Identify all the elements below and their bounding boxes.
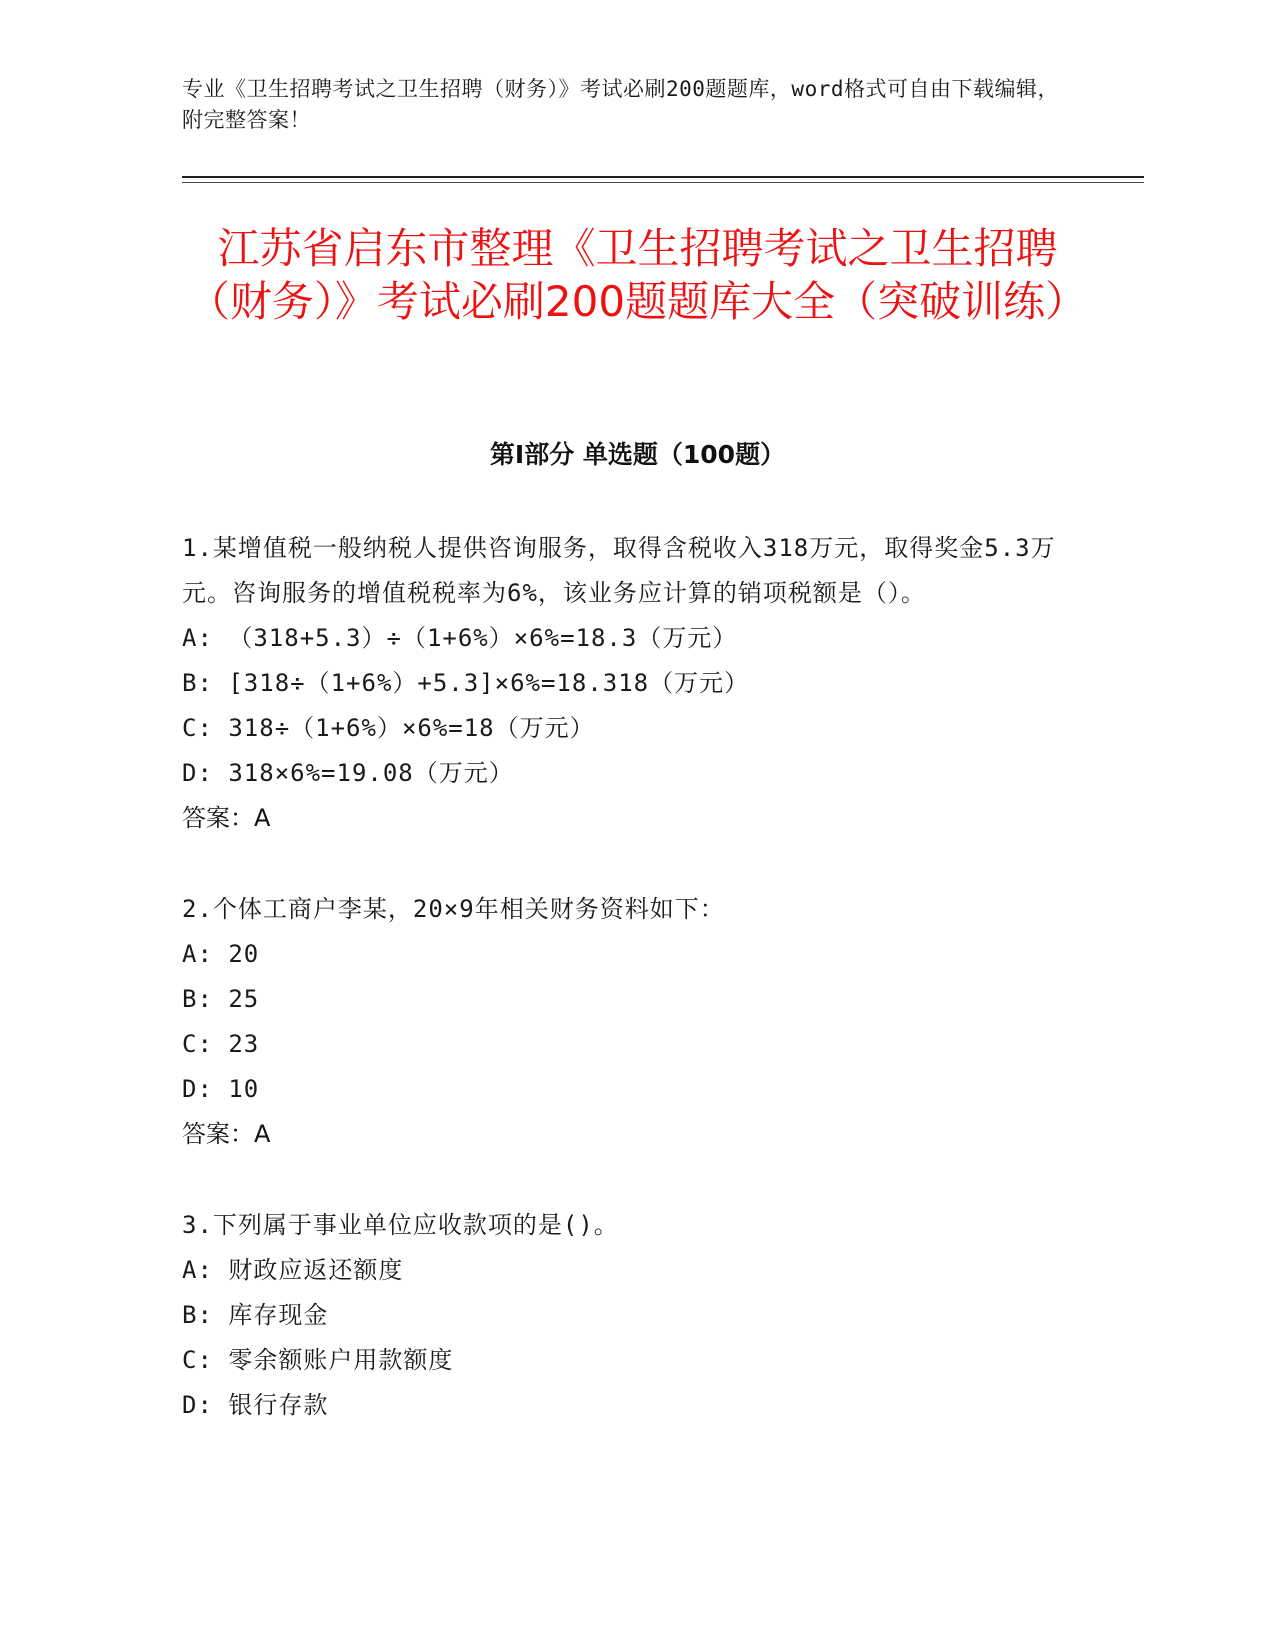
question-stem: 2.个体工商户李某，20×9年相关财务资料如下： <box>182 895 725 923</box>
question-stem: 3.下列属于事业单位应收款项的是()。 <box>182 1211 619 1239</box>
answer: 答案：A <box>182 1120 271 1148</box>
header-rule-thin <box>182 182 1144 183</box>
section-title: 第I部分 单选题（100题） <box>489 440 786 469</box>
question-1 <box>182 526 1062 841</box>
question-3 <box>182 1203 1062 1428</box>
option-a: A: （318+5.3）÷（1+6%）×6%=18.3（万元） <box>182 624 738 652</box>
option-b: B: [318÷（1+6%）+5.3]×6%=18.318（万元） <box>182 669 750 697</box>
option-d: D: 银行存款 <box>182 1391 329 1419</box>
question-stem: 1.某增值税一般纳税人提供咨询服务，取得含税收入318万元，取得奖金5.3万元。咨询服务的增值税税率为6%，该业务应计算的销项税额是（）。 <box>182 534 1056 607</box>
header-rule-thick <box>182 176 1144 178</box>
option-c: C: 零余额账户用款额度 <box>182 1346 454 1374</box>
header-note: 专业《卫生招聘考试之卫生招聘（财务）》考试必刷200题题库，word格式可自由下载编辑，附完整答案！ <box>182 77 1059 132</box>
question-2 <box>182 887 1062 1157</box>
option-a: A: 财政应返还额度 <box>182 1256 404 1284</box>
option-b: B: 库存现金 <box>182 1301 329 1329</box>
answer: 答案：A <box>182 804 271 832</box>
option-d: D: 10 <box>182 1075 260 1103</box>
option-c: C: 23 <box>182 1030 260 1058</box>
document-title: 江苏省启东市整理《卫生招聘考试之卫生招聘（财务）》考试必刷200题题库大全（突破训练） <box>187 224 1088 326</box>
option-a: A: 20 <box>182 940 260 968</box>
option-c: C: 318÷（1+6%）×6%=18（万元） <box>182 714 595 742</box>
option-d: D: 318×6%=19.08（万元） <box>182 759 514 787</box>
question-list <box>182 526 1062 1474</box>
option-b: B: 25 <box>182 985 260 1013</box>
